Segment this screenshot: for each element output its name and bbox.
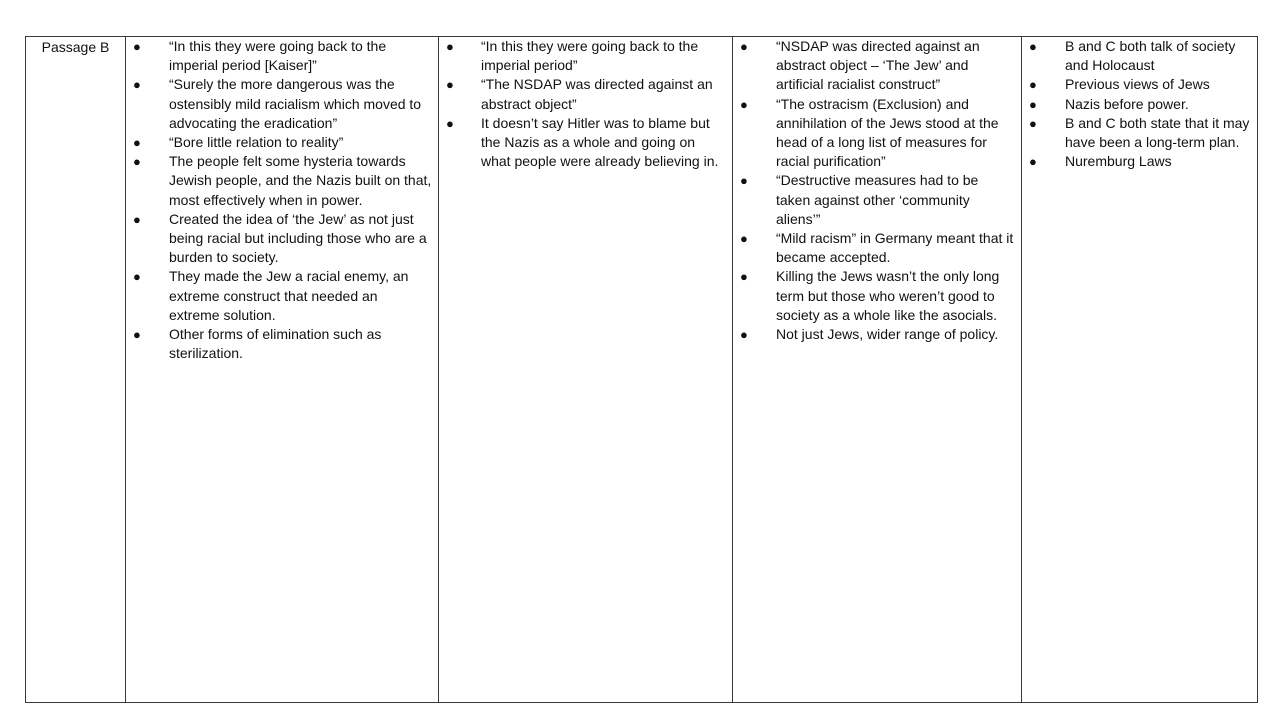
list-item xyxy=(1022,37,1257,75)
list-item-text: Other forms of elimination such as sterilization. xyxy=(169,326,382,362)
list-item xyxy=(733,37,1021,95)
list-item-text: Not just Jews, wider range of policy. xyxy=(776,326,999,343)
bullet-icon: ● xyxy=(133,269,141,285)
notes-table-container xyxy=(25,36,1257,703)
bullet-icon: ● xyxy=(133,211,141,227)
bullet-icon: ● xyxy=(740,269,748,285)
list-item xyxy=(1022,95,1257,114)
bullet-icon: ● xyxy=(133,77,141,93)
bullet-icon: ● xyxy=(446,77,454,93)
list-item-text: “Destructive measures had to be taken against other ‘community aliens’” xyxy=(776,172,979,227)
list-item-text: Killing the Jews wasn’t the only long term but those who weren’t good to society as a whole like the asocials. xyxy=(776,268,1000,323)
list-item-text: “NSDAP was directed against an abstract object – ‘The Jew’ and artificial racialist construct” xyxy=(776,38,980,93)
list-item xyxy=(1022,152,1257,171)
bullet-list xyxy=(1022,37,1257,171)
list-item xyxy=(733,229,1021,267)
bullet-icon: ● xyxy=(740,173,748,189)
list-item xyxy=(126,325,438,363)
passage-label: Passage B xyxy=(41,39,110,55)
passage-label-cell xyxy=(26,37,126,703)
list-item xyxy=(733,171,1021,229)
list-item xyxy=(126,133,438,152)
bullet-icon: ● xyxy=(1029,96,1037,112)
notes-table xyxy=(25,36,1258,703)
list-item xyxy=(733,325,1021,344)
list-item xyxy=(439,114,732,172)
bullet-list xyxy=(733,37,1021,344)
list-item-text: Created the idea of ‘the Jew’ as not just being racial but including those who are a burden to society. xyxy=(169,210,427,266)
notes-column-2 xyxy=(126,37,439,703)
table-row xyxy=(26,37,1258,703)
list-item-text: Nazis before power. xyxy=(1065,95,1189,112)
bullet-icon: ● xyxy=(133,135,141,151)
bullet-icon: ● xyxy=(1029,115,1037,131)
bullet-icon: ● xyxy=(740,39,748,54)
bullet-icon: ● xyxy=(740,231,748,247)
list-item xyxy=(126,75,438,133)
list-item xyxy=(1022,114,1257,152)
list-item xyxy=(733,267,1021,325)
notes-column-4 xyxy=(733,37,1022,703)
bullet-icon: ● xyxy=(133,39,141,54)
list-item-text: Previous views of Jews xyxy=(1065,76,1210,93)
list-item xyxy=(126,152,438,210)
bullet-icon: ● xyxy=(133,327,141,343)
bullet-icon: ● xyxy=(1029,39,1037,54)
list-item-text: “Bore little relation to reality” xyxy=(169,134,344,151)
list-item xyxy=(126,210,438,268)
list-item-text: B and C both state that it may have been a long-term plan. xyxy=(1065,114,1250,151)
list-item xyxy=(733,95,1021,172)
list-item-text: “The ostracism (Exclusion) and annihilation of the Jews stood at the head of a long list of measures for racial purification” xyxy=(776,95,999,170)
notes-column-3 xyxy=(439,37,733,703)
list-item xyxy=(1022,75,1257,94)
bullet-icon: ● xyxy=(1029,77,1037,93)
bullet-icon: ● xyxy=(446,115,454,131)
list-item xyxy=(439,75,732,113)
bullet-icon: ● xyxy=(133,154,141,170)
list-item-text: The people felt some hysteria towards Jewish people, and the Nazis built on that, most effectively when in power. xyxy=(169,153,432,208)
list-item-text: “Mild racism” in Germany meant that it became accepted. xyxy=(776,230,1014,266)
list-item-text: They made the Jew a racial enemy, an extreme construct that needed an extreme solution. xyxy=(169,268,409,323)
bullet-icon: ● xyxy=(740,96,748,112)
notes-column-5 xyxy=(1022,37,1258,703)
list-item xyxy=(439,37,732,75)
list-item-text: Nuremburg Laws xyxy=(1065,153,1172,170)
bullet-icon: ● xyxy=(446,39,454,54)
list-item-text: “Surely the more dangerous was the ostensibly mild racialism which moved to advocating the eradication” xyxy=(169,76,422,131)
list-item-text: It doesn’t say Hitler was to blame but the Nazis as a whole and going on what people were already believing in. xyxy=(481,114,719,170)
list-item-text: B and C both talk of society and Holocaust xyxy=(1065,38,1236,74)
list-item-text: “In this they were going back to the imperial period” xyxy=(481,38,699,74)
list-item-text: “The NSDAP was directed against an abstract object” xyxy=(481,76,713,112)
bullet-icon: ● xyxy=(740,327,748,343)
bullet-list xyxy=(126,37,438,363)
bullet-list xyxy=(439,37,732,171)
list-item xyxy=(126,267,438,325)
bullet-icon: ● xyxy=(1029,154,1037,170)
list-item-text: “In this they were going back to the imperial period [Kaiser]” xyxy=(169,38,387,74)
list-item xyxy=(126,37,438,75)
